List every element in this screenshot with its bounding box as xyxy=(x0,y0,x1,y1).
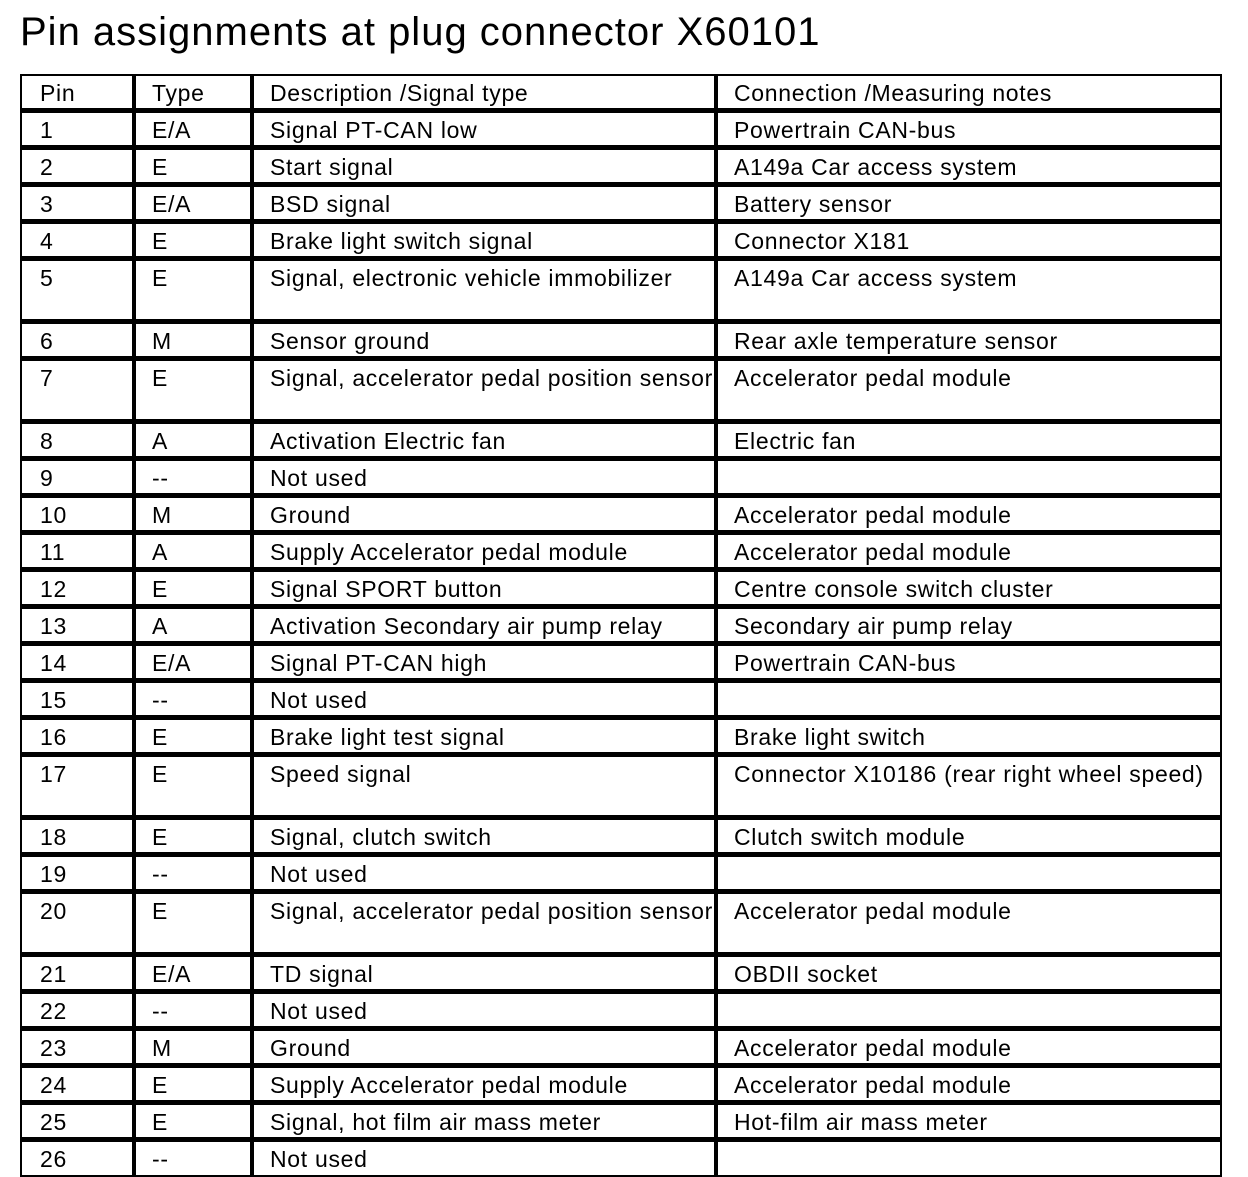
header-type: Type xyxy=(136,76,254,113)
cell-pin: 22 xyxy=(22,994,136,1031)
cell-type: E xyxy=(136,150,254,187)
cell-description: Ground xyxy=(254,498,718,535)
cell-type: E/A xyxy=(136,113,254,150)
cell-type: -- xyxy=(136,994,254,1031)
table-row xyxy=(22,683,1220,720)
cell-connection: Powertrain CAN-bus xyxy=(718,113,1220,150)
cell-pin: 6 xyxy=(22,324,136,361)
cell-pin: 12 xyxy=(22,572,136,609)
cell-connection: Accelerator pedal module xyxy=(718,498,1220,535)
cell-description: Not used xyxy=(254,683,718,720)
cell-type: E xyxy=(136,757,254,820)
table-row xyxy=(22,535,1220,572)
cell-description: Brake light switch signal xyxy=(254,224,718,261)
cell-connection: A149a Car access system xyxy=(718,261,1220,324)
cell-pin: 4 xyxy=(22,224,136,261)
cell-connection: Connector X10186 (rear right wheel speed) xyxy=(718,757,1220,820)
table-row xyxy=(22,720,1220,757)
cell-connection: Battery sensor xyxy=(718,187,1220,224)
cell-connection xyxy=(718,857,1220,894)
cell-pin: 7 xyxy=(22,361,136,424)
table-row xyxy=(22,361,1220,424)
cell-type: M xyxy=(136,324,254,361)
cell-pin: 8 xyxy=(22,424,136,461)
cell-type: E xyxy=(136,572,254,609)
cell-type: E/A xyxy=(136,646,254,683)
cell-description: Signal SPORT button xyxy=(254,572,718,609)
cell-connection: Brake light switch xyxy=(718,720,1220,757)
cell-connection: Accelerator pedal module xyxy=(718,894,1220,957)
cell-pin: 23 xyxy=(22,1031,136,1068)
cell-description: Not used xyxy=(254,461,718,498)
table-row xyxy=(22,757,1220,820)
cell-pin: 20 xyxy=(22,894,136,957)
cell-description: Supply Accelerator pedal module xyxy=(254,535,718,572)
cell-description: Activation Electric fan xyxy=(254,424,718,461)
table-row xyxy=(22,609,1220,646)
table-header-row xyxy=(22,76,1220,113)
cell-connection xyxy=(718,683,1220,720)
cell-description: Signal, hot film air mass meter xyxy=(254,1105,718,1142)
cell-type: -- xyxy=(136,461,254,498)
cell-type: E xyxy=(136,894,254,957)
cell-connection: Connector X181 xyxy=(718,224,1220,261)
table-row xyxy=(22,224,1220,261)
cell-description: Signal PT-CAN low xyxy=(254,113,718,150)
cell-type: E/A xyxy=(136,957,254,994)
table-row xyxy=(22,957,1220,994)
cell-pin: 13 xyxy=(22,609,136,646)
table-row xyxy=(22,113,1220,150)
table-row xyxy=(22,1031,1220,1068)
cell-connection: Accelerator pedal module xyxy=(718,535,1220,572)
cell-pin: 11 xyxy=(22,535,136,572)
cell-type: E xyxy=(136,261,254,324)
cell-type: E/A xyxy=(136,187,254,224)
cell-pin: 10 xyxy=(22,498,136,535)
cell-connection: OBDII socket xyxy=(718,957,1220,994)
cell-connection xyxy=(718,994,1220,1031)
table-row xyxy=(22,820,1220,857)
table-row xyxy=(22,572,1220,609)
cell-type: E xyxy=(136,720,254,757)
table-row xyxy=(22,894,1220,957)
table-row xyxy=(22,1068,1220,1105)
table-row xyxy=(22,1105,1220,1142)
cell-description: Not used xyxy=(254,857,718,894)
cell-connection: Centre console switch cluster xyxy=(718,572,1220,609)
cell-pin: 1 xyxy=(22,113,136,150)
cell-pin: 2 xyxy=(22,150,136,187)
cell-connection: Powertrain CAN-bus xyxy=(718,646,1220,683)
header-pin: Pin xyxy=(22,76,136,113)
cell-description: Signal PT-CAN high xyxy=(254,646,718,683)
table-row xyxy=(22,150,1220,187)
cell-type: A xyxy=(136,535,254,572)
cell-pin: 16 xyxy=(22,720,136,757)
table-row xyxy=(22,646,1220,683)
cell-description: BSD signal xyxy=(254,187,718,224)
cell-pin: 5 xyxy=(22,261,136,324)
table-row xyxy=(22,1142,1220,1175)
cell-description: Not used xyxy=(254,994,718,1031)
table-row xyxy=(22,324,1220,361)
table-row xyxy=(22,461,1220,498)
cell-connection: Secondary air pump relay xyxy=(718,609,1220,646)
table-row xyxy=(22,261,1220,324)
cell-connection: Accelerator pedal module xyxy=(718,361,1220,424)
cell-description: Ground xyxy=(254,1031,718,1068)
pin-assignment-table xyxy=(20,74,1222,1177)
cell-pin: 26 xyxy=(22,1142,136,1175)
cell-pin: 18 xyxy=(22,820,136,857)
cell-connection xyxy=(718,461,1220,498)
cell-connection: Electric fan xyxy=(718,424,1220,461)
cell-description: Brake light test signal xyxy=(254,720,718,757)
cell-type: E xyxy=(136,224,254,261)
cell-pin: 19 xyxy=(22,857,136,894)
cell-connection: A149a Car access system xyxy=(718,150,1220,187)
cell-description: Activation Secondary air pump relay xyxy=(254,609,718,646)
cell-type: M xyxy=(136,498,254,535)
cell-type: E xyxy=(136,1068,254,1105)
cell-pin: 15 xyxy=(22,683,136,720)
cell-description: Signal, clutch switch xyxy=(254,820,718,857)
cell-type: E xyxy=(136,820,254,857)
cell-type: E xyxy=(136,1105,254,1142)
cell-pin: 21 xyxy=(22,957,136,994)
cell-description: Speed signal xyxy=(254,757,718,820)
cell-pin: 14 xyxy=(22,646,136,683)
page-title: Pin assignments at plug connector X60101 xyxy=(20,10,821,54)
cell-type: A xyxy=(136,424,254,461)
cell-description: Signal, electronic vehicle immobilizer xyxy=(254,261,718,324)
cell-pin: 25 xyxy=(22,1105,136,1142)
table-body xyxy=(22,113,1220,1175)
cell-type: -- xyxy=(136,1142,254,1175)
table-row xyxy=(22,498,1220,535)
cell-type: A xyxy=(136,609,254,646)
cell-type: -- xyxy=(136,683,254,720)
cell-description: Not used xyxy=(254,1142,718,1175)
cell-type: -- xyxy=(136,857,254,894)
cell-description: Start signal xyxy=(254,150,718,187)
cell-connection: Accelerator pedal module xyxy=(718,1068,1220,1105)
cell-connection: Hot-film air mass meter xyxy=(718,1105,1220,1142)
cell-connection xyxy=(718,1142,1220,1175)
table-row xyxy=(22,424,1220,461)
cell-pin: 17 xyxy=(22,757,136,820)
header-connection: Connection /Measuring notes xyxy=(718,76,1220,113)
table-row xyxy=(22,994,1220,1031)
table-row xyxy=(22,187,1220,224)
header-description: Description /Signal type xyxy=(254,76,718,113)
cell-description: TD signal xyxy=(254,957,718,994)
cell-connection: Rear axle temperature sensor xyxy=(718,324,1220,361)
cell-pin: 24 xyxy=(22,1068,136,1105)
table-row xyxy=(22,857,1220,894)
cell-type: E xyxy=(136,361,254,424)
cell-pin: 3 xyxy=(22,187,136,224)
cell-description: Sensor ground xyxy=(254,324,718,361)
cell-connection: Clutch switch module xyxy=(718,820,1220,857)
cell-description: Supply Accelerator pedal module xyxy=(254,1068,718,1105)
cell-pin: 9 xyxy=(22,461,136,498)
cell-description: Signal, accelerator pedal position sensor xyxy=(254,894,718,957)
cell-type: M xyxy=(136,1031,254,1068)
cell-connection: Accelerator pedal module xyxy=(718,1031,1220,1068)
cell-description: Signal, accelerator pedal position sensor xyxy=(254,361,718,424)
